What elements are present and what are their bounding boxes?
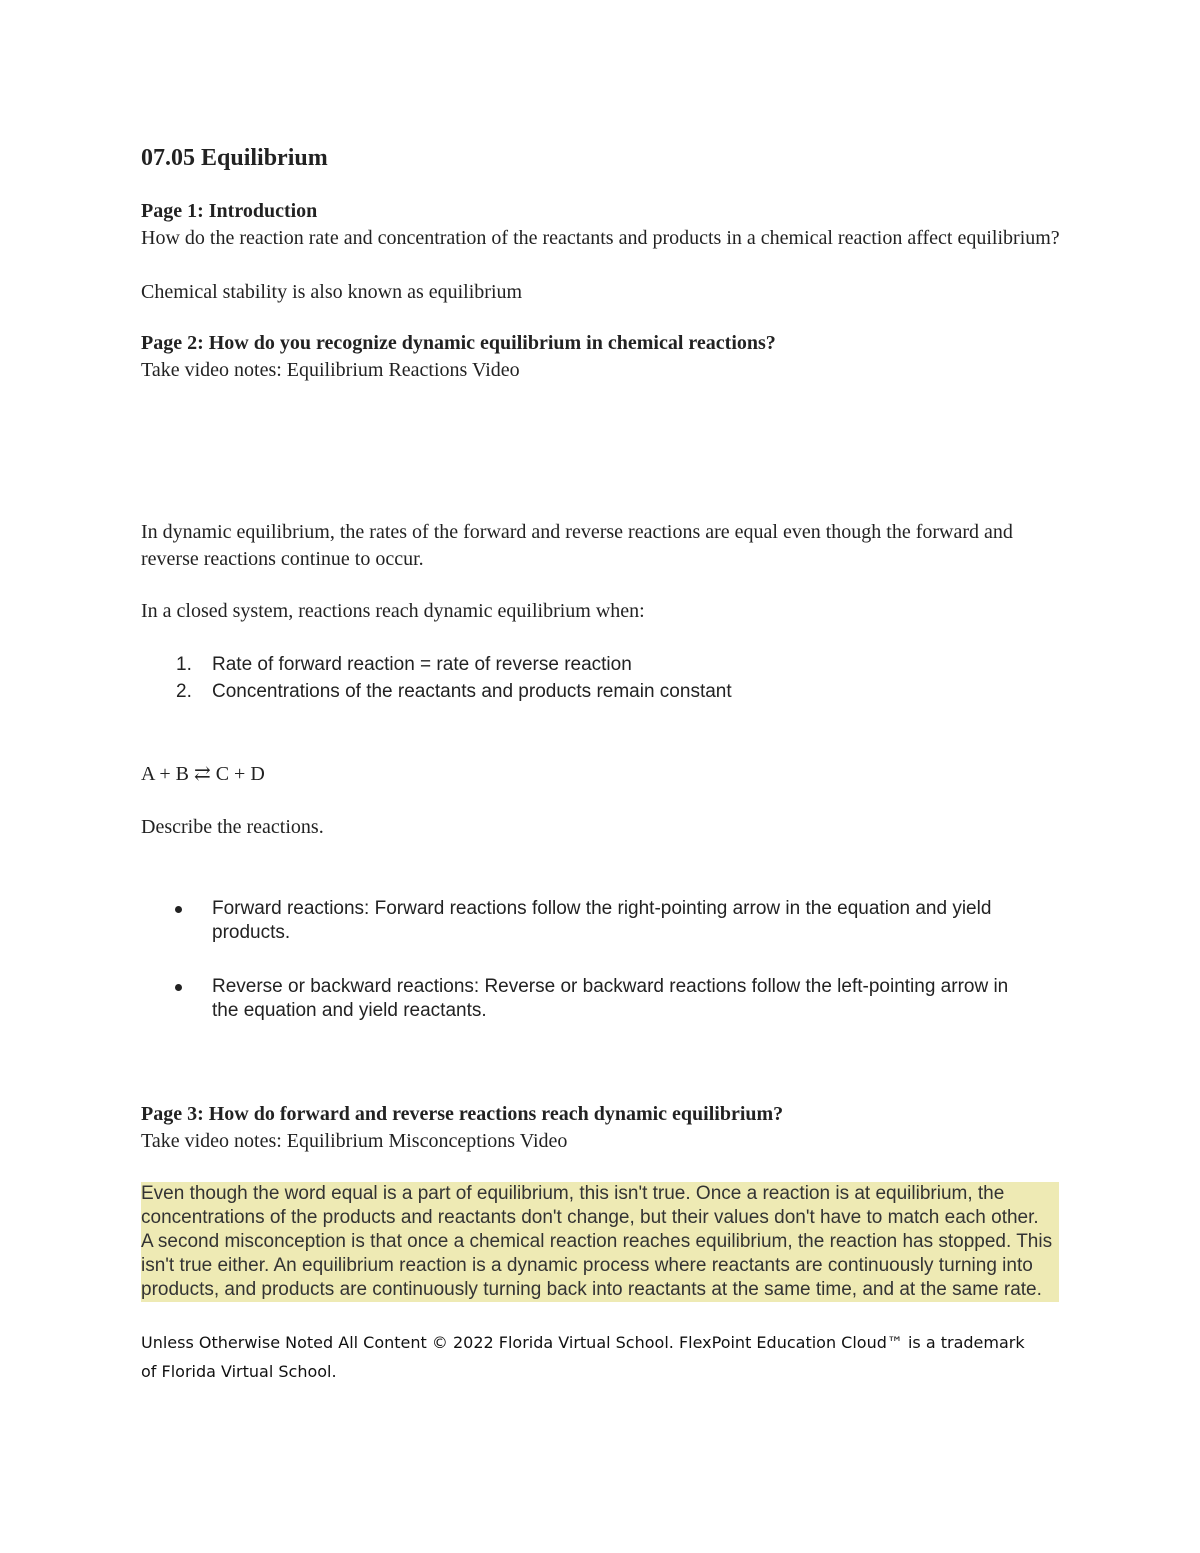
page1-note: Chemical stability is also known as equilibrium — [141, 281, 523, 303]
conditions-intro: In a closed system, reactions reach dynamic equilibrium when: — [141, 600, 645, 622]
conditions-list — [141, 653, 1061, 704]
document-title: 07.05 Equilibrium — [141, 145, 328, 171]
bullet-icon — [175, 984, 182, 991]
page3-heading: Page 3: How do forward and reverse reactions reach dynamic equilibrium? — [141, 1103, 784, 1125]
page3-video-note: Take video notes: Equilibrium Misconceptions Video — [141, 1130, 568, 1152]
document-page — [141, 142, 1061, 1386]
page2-heading: Page 2: How do you recognize dynamic equilibrium in chemical reactions? — [141, 332, 776, 354]
list-item — [141, 975, 1061, 1023]
list-item — [141, 680, 1061, 704]
bullet-icon — [175, 906, 182, 913]
list-marker: 2. — [176, 681, 192, 702]
list-item-text: Concentrations of the reactants and products remain constant — [212, 681, 732, 702]
reaction-equation: A + B ⇄ C + D — [141, 763, 265, 785]
list-item — [141, 653, 1061, 677]
page2-video-note: Take video notes: Equilibrium Reactions Video — [141, 359, 520, 381]
page1-question: How do the reaction rate and concentration of the reactants and products in a chemical reaction affect equilibrium? — [141, 227, 1060, 249]
misconception-1: Even though the word equal is a part of equilibrium, this isn't true. Once a reaction is at equilibrium, the concentrations of the products and reactants don't change, but their values don't have to match each other. — [141, 1182, 1059, 1230]
reactions-list — [141, 897, 1061, 1023]
list-marker: 1. — [176, 654, 192, 675]
list-item — [141, 897, 1061, 945]
describe-prompt: Describe the reactions. — [141, 816, 324, 838]
list-item-text: Reverse or backward reactions: Reverse or backward reactions follow the left-pointing arrow in the equation and yield reactants. — [212, 976, 1009, 1021]
page1-heading: Page 1: Introduction — [141, 200, 318, 222]
list-item-text: Rate of forward reaction = rate of reverse reaction — [212, 654, 632, 675]
list-item-text: Forward reactions: Forward reactions follow the right-pointing arrow in the equation and yield products. — [212, 898, 992, 943]
dynamic-equilibrium-definition: In dynamic equilibrium, the rates of the forward and reverse reactions are equal even though the forward and reverse reactions continue to occur. — [141, 521, 1013, 570]
misconception-2: A second misconception is that once a chemical reaction reaches equilibrium, the reaction has stopped. This isn't true either. An equilibrium reaction is a dynamic process where reactants are continuously turning into products, and products are continuously turning back into reactants at the same time, and at the same rate. — [141, 1230, 1059, 1302]
copyright-footer: Unless Otherwise Noted All Content © 2022 Florida Virtual School. FlexPoint Education Cloud™ is a trademark of Florida Virtual School. — [141, 1333, 1025, 1381]
